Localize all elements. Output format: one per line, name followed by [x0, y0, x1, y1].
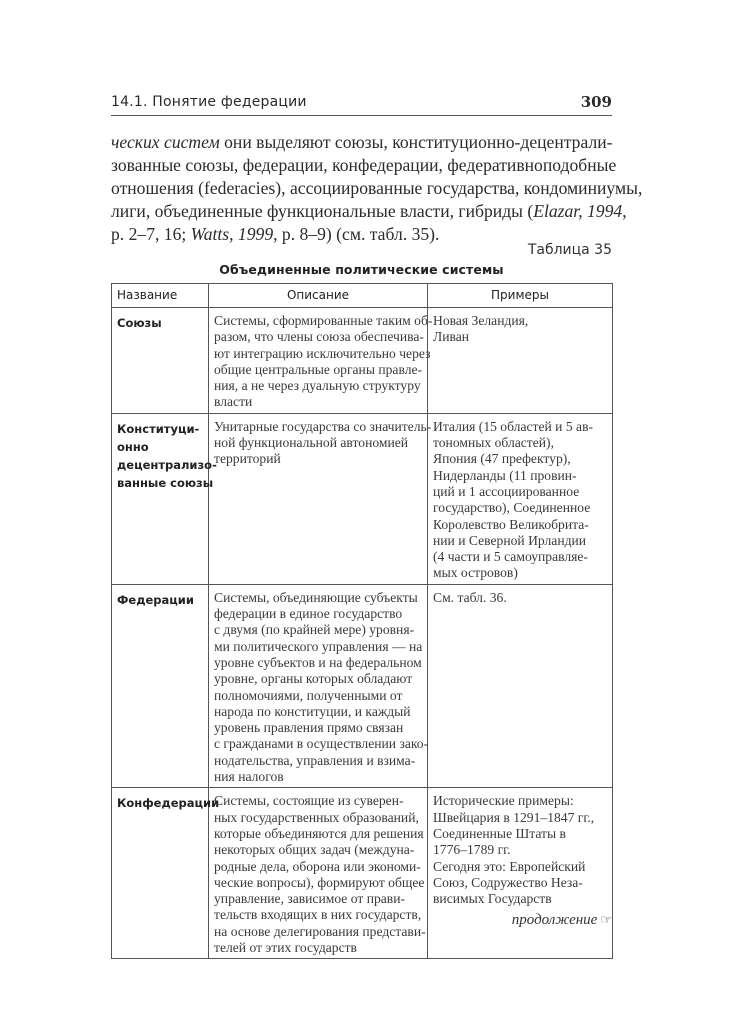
table-row — [112, 584, 613, 788]
paragraph-line — [111, 200, 627, 223]
paragraph-line — [111, 177, 643, 200]
body-paragraph — [111, 131, 643, 246]
cell-line: территорий — [214, 451, 281, 467]
cell-line: управление, зависимое от прави- — [214, 891, 406, 907]
cell-line: Унитарные государства со значитель- — [214, 418, 432, 434]
cell-line: уровне, органы которых обладают — [214, 671, 413, 687]
text-run: отношения (federacies), ассоциированные государства, кондоминиумы, — [111, 178, 643, 198]
cell-line: Исторические примеры: — [433, 793, 574, 809]
cell-line: государство), Соединенное — [433, 500, 591, 516]
cell-line: на основе делегирования представи- — [214, 923, 426, 939]
cell-line: ми политического управления — на — [214, 638, 423, 654]
cell-line: разом, что члены союза обеспечива- — [214, 329, 424, 345]
text-run: p. 2–7, 16; — [111, 224, 191, 244]
text-run: , p. 8–9) (см. табл. 35). — [273, 224, 440, 244]
cell-line: нодательства, управления и взима- — [214, 752, 416, 768]
cell-line: ных государственных образований, — [214, 809, 419, 825]
cell-line: Ливан — [433, 329, 470, 345]
cell-line: висимых Государств — [433, 891, 552, 907]
cell-line: ют интеграцию исключительно через — [214, 345, 431, 361]
text-run: они выделяют союзы, конституционно-децентрали- — [219, 132, 613, 152]
cell-line: ций и 1 ассоциированное — [433, 483, 580, 499]
cell-line: ванные союзы — [117, 475, 214, 490]
running-head — [111, 93, 612, 116]
row-name-cell — [112, 308, 209, 414]
table-label: Таблица 35 — [527, 242, 612, 258]
cell-line: телей от этих государств — [214, 939, 357, 955]
cell-line: Королевство Великобрита- — [433, 516, 589, 532]
continued-note — [512, 912, 612, 929]
pointing-hand-icon: ☞ — [600, 912, 612, 927]
cell-line: родные дела, оборона или экономи- — [214, 858, 421, 874]
cell-line: федерации в единое государство — [214, 606, 403, 622]
citation-italic: ческих систем — [111, 132, 220, 152]
row-name-cell — [112, 584, 209, 788]
cell-line: Федерации — [117, 592, 194, 607]
row-examples-cell — [428, 413, 613, 584]
cell-line: Системы, состоящие из суверен- — [214, 793, 404, 809]
cell-line: которые объединяются для решения — [214, 825, 424, 841]
table-header-row — [112, 284, 613, 308]
cell-line: ной функциональной автономией — [214, 435, 409, 451]
cell-line: уровне субъектов и на федеральном — [214, 654, 422, 670]
row-examples-cell — [428, 308, 613, 414]
text-run: лиги, объединенные функциональные власти, гибриды ( — [111, 201, 534, 221]
cell-line: Нидерланды (11 провин- — [433, 467, 577, 483]
cell-line: Новая Зеландия, — [433, 313, 529, 328]
cell-line: Соединенные Штаты в — [433, 825, 566, 841]
row-examples-cell — [428, 584, 613, 788]
cell-line: децентрализо- — [117, 457, 217, 472]
text-run: , — [622, 201, 627, 221]
cell-line: Италия (15 областей и 5 ав- — [433, 418, 594, 434]
political-systems-table — [111, 283, 613, 959]
table-row — [112, 413, 613, 584]
cell-line: Конфедерации — [117, 796, 220, 811]
cell-line: тономных областей), — [433, 435, 554, 451]
cell-line: Япония (47 префектур), — [433, 451, 571, 467]
page-number: 309 — [580, 93, 612, 111]
row-name-cell — [112, 413, 217, 584]
cell-line: ния, а не через дуальную структуру — [214, 378, 421, 394]
cell-line: с гражданами в осуществлении зако- — [214, 736, 429, 752]
cell-line: Сегодня это: Европейский — [433, 858, 586, 874]
table-row — [112, 308, 613, 414]
cell-line: Системы, объединяющие субъекты — [214, 589, 418, 605]
cell-line: нии и Северной Ирландии — [433, 532, 587, 548]
cell-line: власти — [214, 394, 253, 410]
column-header-name: Название — [112, 284, 209, 308]
cell-line: народа по конституции, и каждый — [214, 703, 411, 719]
cell-line: онно — [117, 439, 149, 454]
cell-line: См. табл. 36. — [433, 589, 507, 605]
continued-label: продолжение — [511, 912, 598, 928]
table-title: Объединенные политические системы — [219, 262, 504, 277]
cell-line: ческие вопросы), формируют общее — [214, 874, 425, 890]
cell-line: общие центральные органы правле- — [214, 361, 423, 377]
column-header-description: Описание — [209, 284, 428, 308]
row-name-cell — [112, 788, 220, 959]
text-run: зованные союзы, федерации, конфедерации, федеративноподобные — [111, 155, 617, 175]
cell-line: 1776–1789 гг. — [433, 842, 511, 858]
cell-line: полномочиями, полученными от — [214, 687, 403, 703]
cell-line: Союзы — [117, 316, 162, 330]
paragraph-line — [111, 154, 617, 177]
cell-line: Системы, сформированные таким об- — [214, 313, 433, 328]
cell-line: некоторых общих задач (междуна- — [214, 842, 415, 858]
cell-line: уровень правления прямо связан — [214, 720, 404, 736]
cell-line: тельств входящих в них государств, — [214, 907, 422, 923]
cell-line: ния налогов — [214, 769, 284, 785]
row-description-cell — [209, 308, 433, 414]
cell-line: с двумя (по крайней мере) уровня- — [214, 622, 415, 638]
row-description-cell — [209, 413, 432, 584]
citation-italic: Elazar, 1994 — [533, 201, 623, 221]
cell-line: мых островов) — [433, 565, 518, 581]
row-description-cell — [209, 584, 428, 788]
table-row — [112, 788, 613, 959]
paragraph-line — [111, 131, 612, 154]
row-examples-cell — [428, 788, 613, 959]
section-title: 14.1. Понятие федерации — [111, 94, 307, 110]
cell-line: Конституци- — [117, 421, 200, 436]
cell-line: Швейцария в 1291–1847 гг., — [433, 809, 595, 825]
citation-italic: Watts, 1999 — [190, 224, 274, 244]
column-header-examples: Примеры — [428, 284, 613, 308]
cell-line: Союз, Содружество Неза- — [433, 874, 583, 890]
row-description-cell — [209, 788, 428, 959]
cell-line: (4 части и 5 самоуправляе- — [433, 549, 588, 565]
